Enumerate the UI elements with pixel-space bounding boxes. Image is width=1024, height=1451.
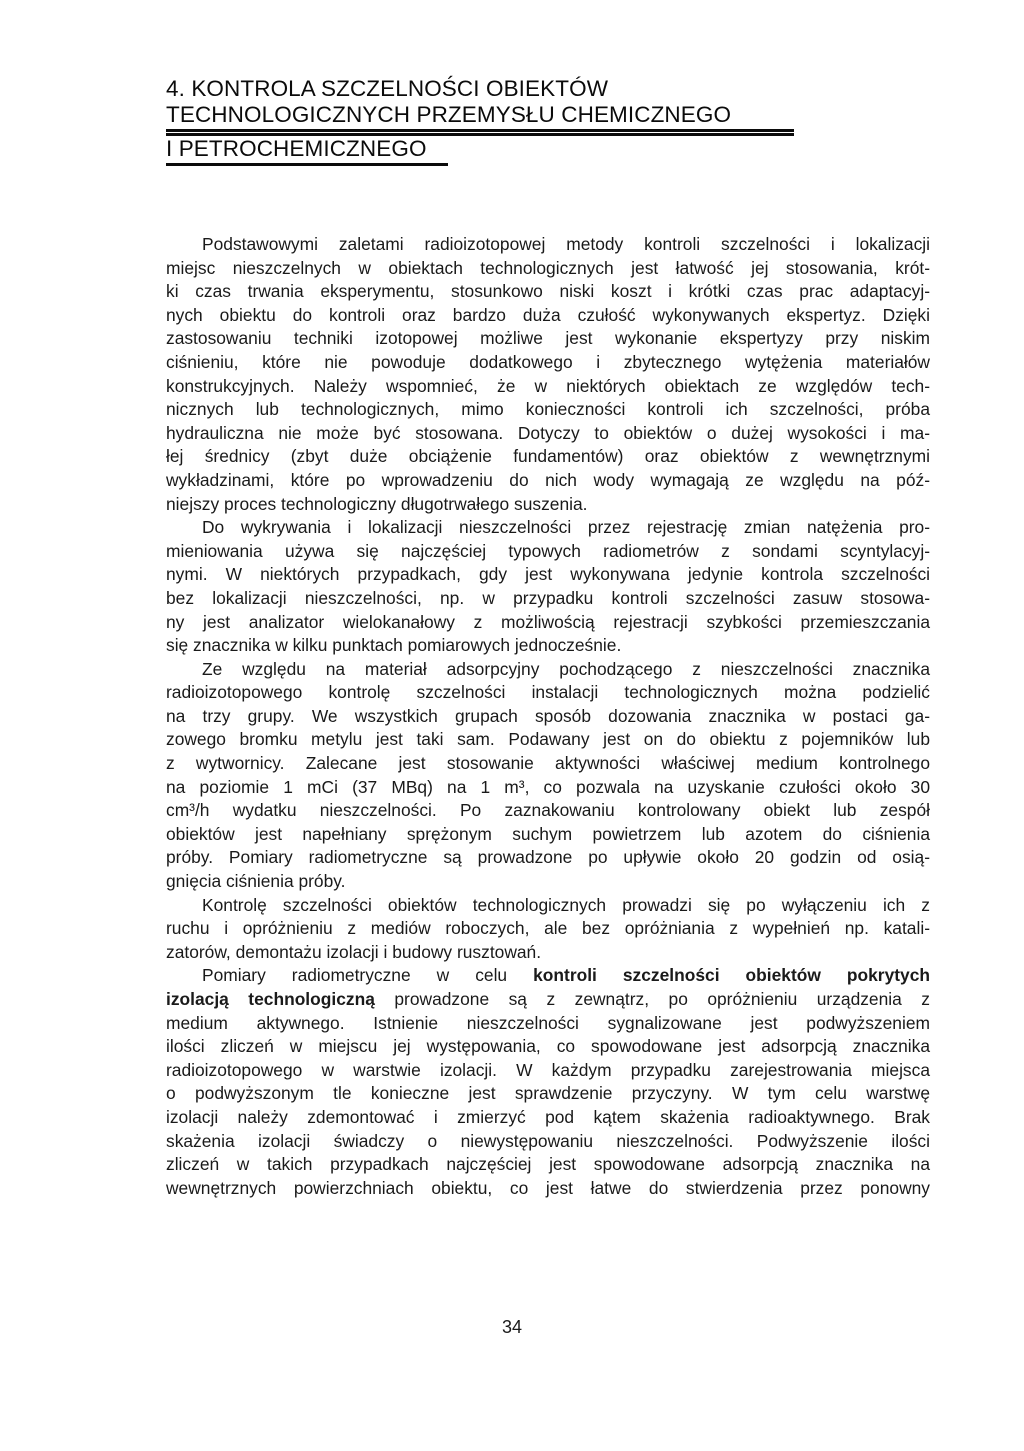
text-line: cm³/h wydatku nieszczelności. Po zaznakowaniu kontrolowany obiekt lub zespół (166, 800, 930, 821)
text-line: hydrauliczna nie może być stosowana. Dotyczy to obiektów o dużej wysokości i ma- (166, 422, 930, 443)
paragraph-2 (166, 516, 930, 658)
text-line: nymi. W niektórych przypadkach, gdy jest wykonywana jedynie kontrola szczelności (166, 564, 930, 585)
bold-emphasis: izolacją technologiczną (166, 989, 375, 1009)
page-number: 34 (501, 1317, 523, 1337)
paragraph-5 (166, 964, 930, 1200)
text-line: próby. Pomiary radiometryczne są prowadzone po upływie około 20 godzin od osią- (166, 847, 930, 868)
text-line: niejszy proces technologiczny długotrwałego suszenia. (166, 493, 588, 514)
text-line: zastosowaniu techniki izotopowej możliwe jest wykonanie ekspertyzy przy niskim (166, 328, 930, 349)
text-line: wewnętrznych powierzchniach obiektu, co jest łatwe do stwierdzenia przez ponowny (166, 1177, 930, 1198)
text-line: się znacznika w kilku punktach pomiarowych jednocześnie. (166, 635, 622, 656)
text-line: mieniowania używa się najczęściej typowych radiometrów z sondami scyntylacyj- (166, 540, 930, 561)
text-line: zatorów, demontażu izolacji i budowy rusztowań. (166, 941, 542, 962)
text-line: nych obiektu do kontroli oraz bardzo duża czułość wykonywanych ekspertyz. Dzięki (166, 304, 930, 325)
text-line: na trzy grupy. We wszystkich grupach sposób dozowania znacznika w postaci ga- (166, 705, 930, 726)
text-line: wykładzinami, które po wprowadzeniu do nich wody wymagają ze względu na póź- (166, 469, 930, 490)
text-line: medium aktywnego. Istnienie nieszczelności sygnalizowane jest podwyższeniem (166, 1012, 930, 1033)
text-line: radioizotopowego w warstwie izolacji. W każdym przypadku zarejestrowania miejsca (166, 1059, 930, 1080)
text-line: o podwyższonym tle konieczne jest sprawdzenie przyczyny. W tym celu warstwę (166, 1083, 930, 1104)
bold-emphasis: kontroli szczelności obiektów pokrytych (533, 965, 930, 986)
text-line: ki czas trwania eksperymentu, stosunkowo niski koszt i krótki czas prac adaptacyj- (166, 281, 930, 302)
text-line: Podstawowymi zaletami radioizotopowej metody kontroli szczelności i lokalizacji (202, 234, 930, 254)
body-text (166, 233, 930, 1200)
text-line: na poziomie 1 mCi (37 MBq) na 1 m³, co pozwala na uzyskanie czułości około 30 (166, 776, 930, 797)
text-line: konstrukcyjnych. Należy wspomnieć, że w niektórych obiektach ze względów tech- (166, 375, 930, 396)
heading-line-1: 4. KONTROLA SZCZELNOŚCI OBIEKTÓW (166, 76, 609, 101)
text-line: bez lokalizacji nieszczelności, np. w przypadku kontroli szczelności zasuw stosowa- (166, 587, 930, 608)
text-line: skażenia izolacji świadczy o niewystępowaniu nieszczelności. Podwyższenie ilości (166, 1130, 930, 1151)
text-line: radioizotopowego kontrolę szczelności instalacji technologicznych można podzielić (166, 682, 930, 703)
text-line: łej średnicy (zbyt duże obciążenie fundamentów) oraz obiektów z wewnętrznymi (166, 446, 930, 467)
text-line: gnięcia ciśnienia próby. (166, 871, 346, 892)
heading-underline-3 (166, 163, 448, 166)
heading-line-3: I PETROCHEMICZNEGO (166, 136, 427, 161)
text-line: ruchu i opróżnieniu z mediów roboczych, ale bez opróżniania z wypełnień np. katali- (166, 918, 930, 939)
text-line: izolacji należy zdemontować i zmierzyć pod kątem skażenia radioaktywnego. Brak (166, 1106, 930, 1127)
paragraph-1 (166, 233, 930, 516)
text-line: z wytwornicy. Zalecane jest stosowanie aktywności właściwej medium kontrolnego (166, 753, 930, 774)
text-line: nicznych lub technologicznych, mimo konieczności kontroli ich szczelności, próba (166, 399, 930, 420)
text-line: ciśnieniu, które nie powoduje dodatkowego i zbytecznego wytężenia materiałów (166, 351, 930, 372)
paragraph-4 (166, 894, 930, 965)
text-line: Kontrolę szczelności obiektów technologicznych prowadzi się po wyłączeniu ich z (202, 894, 930, 915)
text-line: ilości zliczeń w miejscu jej występowania, co spowodowane jest adsorpcją znacznika (166, 1036, 930, 1057)
text-line: zliczeń w takich przypadkach najczęściej jest spowodowane adsorpcją znacznika na (166, 1154, 930, 1175)
paragraph-3 (166, 658, 930, 894)
heading-underline-1 (166, 129, 794, 132)
text-line-emphasis: Pomiary radiometryczne w celu kontroli szczelności obiektów pokrytych (202, 965, 930, 986)
text-line: obiektów jest napełniany sprężonym suchym powietrzem lub azotem do ciśnienia (166, 823, 930, 844)
heading-line-2: TECHNOLOGICZNYCH PRZEMYSŁU CHEMICZNEGO (166, 102, 732, 127)
text-line: Do wykrywania i lokalizacji nieszczelności przez rejestrację zmian natężenia pro- (202, 517, 930, 538)
text-line: ny jest analizator wielokanałowy z możliwością rejestracji szybkości przemieszczania (166, 611, 930, 632)
chapter-heading (166, 76, 796, 166)
text-line: miejsc nieszczelnych w obiektach technologicznych jest łatwość jej stosowania, krót- (166, 257, 930, 278)
text-line-emphasis: izolacją technologiczną prowadzone są z zewnątrz, po opróżnieniu urządzenia z (166, 989, 930, 1009)
text-line: Ze względu na materiał adsorpcyjny pochodzącego z nieszczelności znacznika (202, 658, 930, 679)
text-line: zowego bromku metylu jest taki sam. Podawany jest on do obiektu z pojemników lub (166, 729, 930, 750)
